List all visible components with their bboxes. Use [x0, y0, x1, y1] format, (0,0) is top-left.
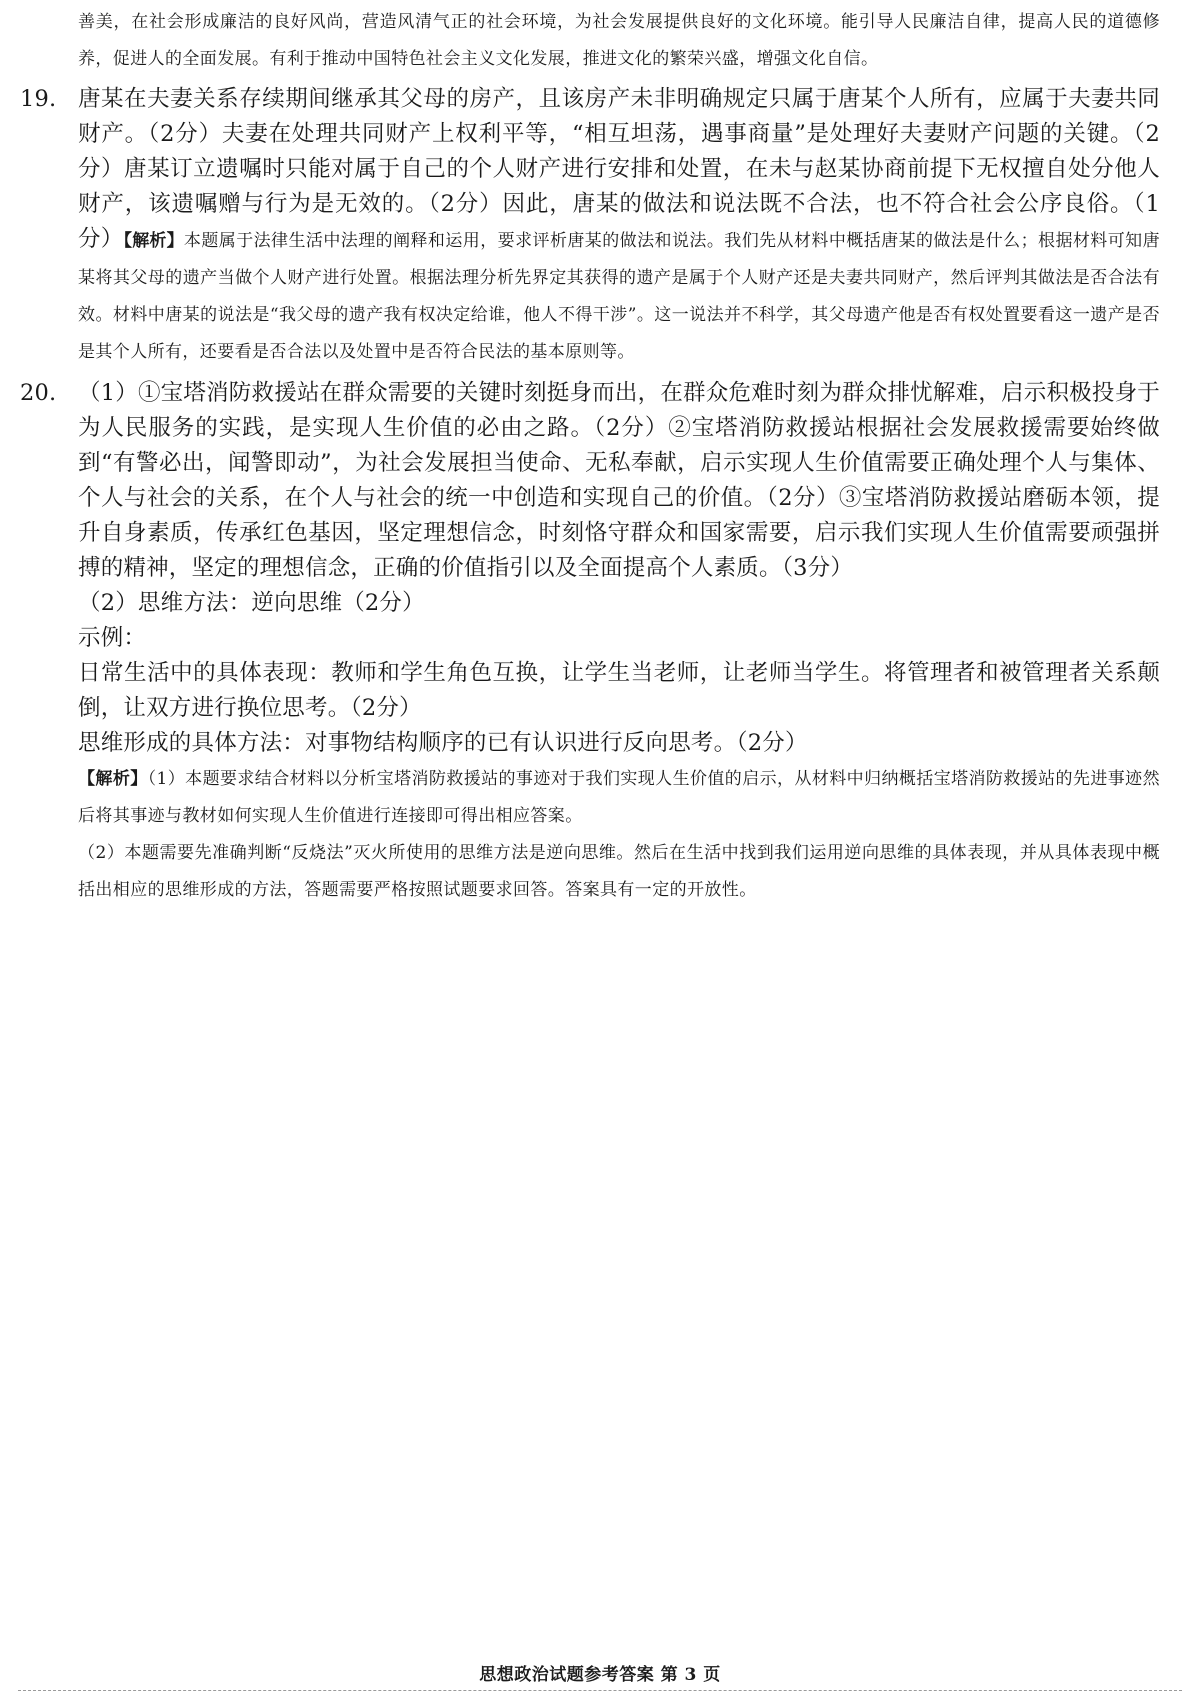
q20-example-daily: 日常生活中的具体表现：教师和学生角色互换，让学生当老师，让老师当学生。将管理者和被管理者关系颠倒，让双方进行换位思考。（2分） — [78, 660, 1160, 721]
q20-analysis-2: （2）本题需要先准确判断“反烧法”灭火所使用的思维方法是逆向思维。然后在生活中找到我们运用逆向思维的具体表现，并从具体表现中概括出相应的思维形成的方法，答题需要严格按照试题要求回答。答案具有一定的开放性。 — [78, 843, 1160, 900]
q20-analysis-1-text: （1）本题要求结合材料以分析宝塔消防救援站的事迹对于我们实现人生价值的启示，从材料中归纳概括宝塔消防救援站的先进事迹然后将其事迹与教材如何实现人生价值进行连接即可得出相应答案。 — [78, 769, 1160, 826]
question-19 — [20, 82, 1160, 370]
q20-analysis-1 — [78, 761, 1160, 835]
q19-answer — [78, 82, 1160, 370]
analysis-label: 【解析】 — [78, 769, 148, 789]
page-content — [20, 0, 1160, 909]
analysis-label: 【解析】 — [123, 231, 184, 251]
q19-analysis: 本题属于法律生活中法理的阐释和运用，要求评析唐某的做法和说法。我们先从材料中概括唐某的做法是什么；根据材料可知唐某将其父母的遗产当做个人财产进行处置。根据法理分析先界定其获得的遗产是属于个人财产还是夫妻共同财产，然后评判其做法是否合法有效。材料中唐某的说法是“我父母的遗产我有权决定给谁，他人不得干涉”。这一说法并不科学，其父母遗产他是否有权处置要看这一遗产是否是其个人所有，还要看是否合法以及处置中是否符合民法的基本原则等。 — [78, 231, 1160, 362]
q20-part2-method: （2）思维方法：逆向思维（2分） — [78, 590, 425, 616]
q20-part1: （1）①宝塔消防救援站在群众需要的关键时刻挺身而出，在群众危难时刻为群众排忧解难，启示积极投身于为人民服务的实践，是实现人生价值的必由之路。（2分）②宝塔消防救援站根据社会发展救援需要始终做到“有警必出，闻警即动”，为社会发展担当使命、无私奉献，启示实现人生价值需要正确处理个人与集体、个人与社会的关系，在个人与社会的统一中创造和实现自己的价值。（2分）③宝塔消防救援站磨砺本领，提升自身素质，传承红色基因，坚定理想信念，时刻恪守群众和国家需要，启示我们实现人生价值需要顽强拼搏的精神，坚定的理想信念，正确的价值指引以及全面提高个人素质。（3分） — [78, 380, 1160, 581]
q19-answer-text: 唐某在夫妻关系存续期间继承其父母的房产，且该房产未非明确规定只属于唐某个人所有，应属于夫妻共同财产。（2分）夫妻在处理共同财产上权利平等，“相互坦荡，遇事商量”是处理好夫妻财产问题的关键。（2分）唐某订立遗嘱时只能对属于自己的个人财产进行安排和处置，在未与赵某协商前提下无权擅自处分他人财产，该遗嘱赠与行为是无效的。（2分）因此，唐某的做法和说法既不合法，也不符合社会公序良俗。（1分） — [78, 86, 1160, 252]
question-number: 19. — [20, 86, 57, 112]
q18-continuation: 善美，在社会形成廉洁的良好风尚，营造风清气正的社会环境，为社会发展提供良好的文化环境。能引导人民廉洁自律，提高人民的道德修养，促进人的全面发展。有利于推动中国特色社会主义文化发展，推进文化的繁荣兴盛，增强文化自信。 — [78, 12, 1160, 69]
q20-example-method: 思维形成的具体方法：对事物结构顺序的已有认识进行反向思考。（2分） — [78, 730, 808, 756]
dashed-divider — [18, 1690, 1182, 1691]
question-number: 20. — [20, 380, 57, 406]
question-20 — [20, 376, 1160, 909]
q20-example-label: 示例： — [78, 625, 147, 651]
page-footer: 思想政治试题参考答案 第 3 页 — [479, 1665, 721, 1685]
